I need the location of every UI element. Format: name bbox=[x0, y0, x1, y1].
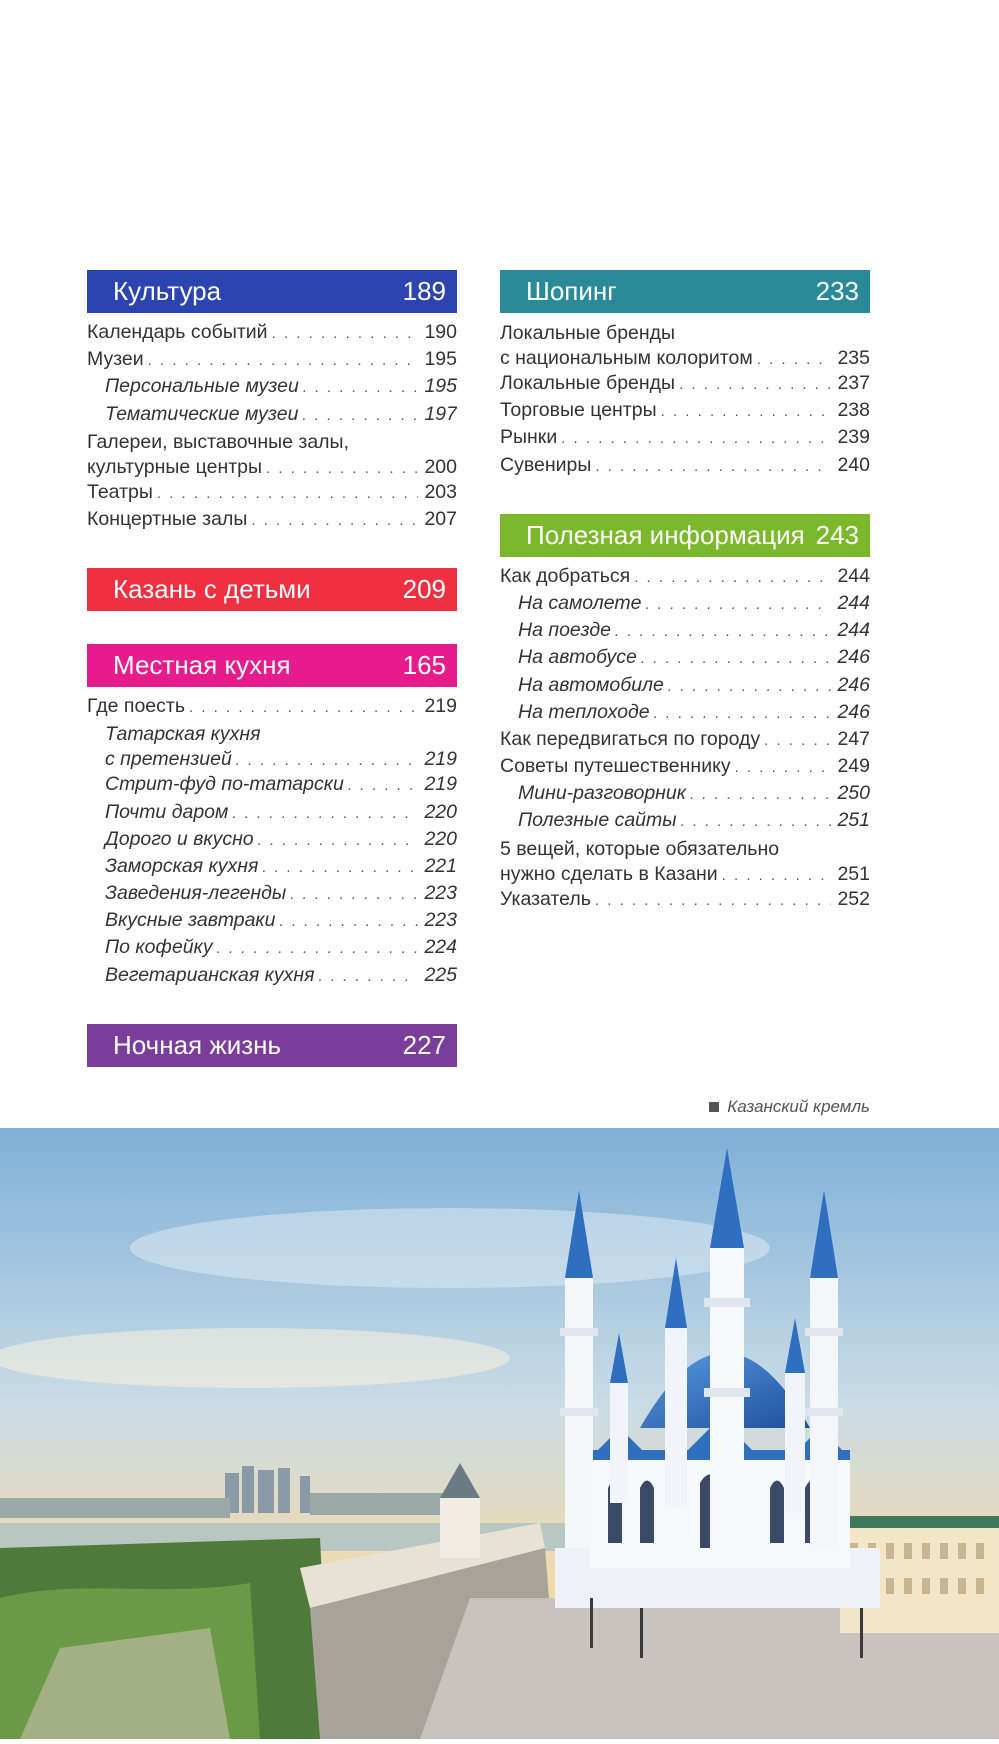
toc-subentry[interactable] bbox=[87, 882, 457, 909]
section-header[interactable] bbox=[87, 1024, 457, 1067]
toc-entry[interactable] bbox=[500, 728, 870, 755]
toc-subentry[interactable] bbox=[500, 619, 870, 646]
section-title: Шопинг bbox=[526, 276, 617, 306]
toc-section bbox=[87, 1024, 457, 1067]
entry-page: 221 bbox=[424, 854, 457, 877]
entry-page: 244 bbox=[837, 564, 870, 587]
entry-label: Полезные сайты bbox=[518, 809, 677, 832]
entry-page: 219 bbox=[424, 748, 457, 771]
entry-label: Персональные музеи bbox=[105, 375, 299, 398]
leader-dots bbox=[661, 403, 832, 420]
entry-page: 238 bbox=[837, 399, 870, 422]
leader-dots bbox=[595, 458, 831, 475]
section-page: 189 bbox=[402, 276, 446, 306]
section-page: 165 bbox=[402, 650, 446, 681]
leader-dots bbox=[634, 569, 831, 586]
toc-entries bbox=[87, 687, 457, 991]
kazan-kremlin-photo bbox=[0, 1128, 999, 1739]
entry-page: 195 bbox=[424, 375, 457, 398]
leader-dots bbox=[757, 347, 832, 372]
toc-entries bbox=[500, 313, 870, 481]
toc-entries bbox=[500, 557, 870, 915]
entry-label: Указатель bbox=[500, 887, 591, 910]
leader-dots bbox=[258, 832, 419, 849]
leader-dots bbox=[303, 379, 419, 396]
entry-label: На самолете bbox=[518, 591, 642, 614]
toc-subentry[interactable] bbox=[500, 809, 870, 836]
entry-label: Мини-разговорник bbox=[518, 782, 686, 805]
leader-dots bbox=[319, 968, 419, 985]
entry-label: Календарь событий bbox=[87, 321, 268, 343]
leader-dots bbox=[615, 623, 831, 640]
toc-subentry[interactable] bbox=[87, 909, 457, 936]
toc-entry[interactable] bbox=[500, 372, 870, 399]
toc-entry[interactable] bbox=[500, 399, 870, 426]
toc-entry[interactable] bbox=[500, 565, 870, 592]
entry-label: Заморская кухня bbox=[105, 854, 259, 877]
entry-label: Рынки bbox=[500, 426, 558, 449]
entry-page: 225 bbox=[424, 963, 457, 986]
leader-dots bbox=[654, 705, 832, 722]
entry-label: Советы путешественнику bbox=[500, 755, 731, 778]
toc-subentry[interactable] bbox=[500, 674, 870, 701]
entry-label: Музеи bbox=[87, 348, 144, 371]
section-header[interactable] bbox=[87, 568, 457, 611]
entry-page: 250 bbox=[837, 782, 870, 805]
entry-label: Где поесть bbox=[87, 695, 185, 718]
entry-page: 200 bbox=[424, 455, 457, 478]
toc-entry[interactable] bbox=[500, 426, 870, 453]
toc-subentry[interactable] bbox=[500, 701, 870, 728]
leader-dots bbox=[348, 777, 419, 794]
entry-page: 203 bbox=[424, 480, 457, 503]
entry-page: 219 bbox=[424, 695, 457, 718]
toc-entry[interactable] bbox=[87, 508, 457, 535]
toc-entries bbox=[87, 313, 457, 535]
entry-page: 195 bbox=[424, 348, 457, 371]
leader-dots bbox=[262, 859, 418, 876]
toc-column-right bbox=[500, 270, 870, 915]
leader-dots bbox=[679, 376, 831, 393]
leader-dots bbox=[279, 913, 418, 930]
section-page: 243 bbox=[815, 519, 859, 550]
entry-page: 235 bbox=[837, 347, 870, 369]
toc-subentry[interactable] bbox=[87, 964, 457, 991]
leader-dots bbox=[302, 407, 418, 424]
toc-subentry[interactable] bbox=[87, 936, 457, 963]
entry-page: 251 bbox=[837, 809, 870, 832]
toc-subentry[interactable] bbox=[500, 592, 870, 619]
toc-entry[interactable] bbox=[500, 888, 870, 915]
section-title: Местная кухня bbox=[113, 650, 291, 681]
toc-subentry[interactable] bbox=[500, 782, 870, 809]
section-page: 227 bbox=[402, 1029, 446, 1060]
entry-label: По кофейку bbox=[105, 936, 213, 959]
section-header[interactable] bbox=[500, 270, 870, 313]
leader-dots bbox=[681, 813, 832, 830]
entry-label: с претензией bbox=[105, 748, 232, 771]
toc-subentry[interactable] bbox=[87, 722, 457, 773]
entry-label: Почти даром bbox=[105, 800, 229, 823]
entry-label: На поезде bbox=[518, 619, 612, 642]
toc-entry[interactable] bbox=[500, 755, 870, 782]
leader-dots bbox=[290, 886, 418, 903]
leader-dots bbox=[272, 325, 419, 342]
toc-subentry[interactable] bbox=[87, 375, 457, 402]
entry-page: 244 bbox=[837, 591, 870, 614]
entry-page: 190 bbox=[424, 321, 457, 343]
leader-dots bbox=[668, 678, 832, 695]
leader-dots bbox=[189, 699, 418, 716]
toc-subentry[interactable] bbox=[87, 773, 457, 800]
entry-page: 251 bbox=[837, 862, 870, 885]
toc-section bbox=[500, 270, 870, 481]
entry-label-first-line: Галереи, выставочные залы, bbox=[87, 430, 349, 453]
entry-label-first-line: Татарская кухня bbox=[105, 723, 261, 746]
entry-page: 246 bbox=[837, 646, 870, 669]
entry-page: 246 bbox=[837, 700, 870, 723]
entry-label: На автомобиле bbox=[518, 673, 664, 696]
leader-dots bbox=[764, 732, 831, 749]
entry-page: 249 bbox=[837, 755, 870, 778]
toc-entry[interactable] bbox=[87, 695, 457, 722]
toc-column-left bbox=[87, 270, 457, 1067]
entry-label: На автобусе bbox=[518, 646, 637, 669]
leader-dots bbox=[251, 512, 418, 529]
leader-dots bbox=[148, 352, 419, 369]
entry-page: 220 bbox=[424, 800, 457, 823]
section-page: 233 bbox=[815, 276, 859, 306]
entry-line bbox=[87, 455, 457, 481]
entry-label: Торговые центры bbox=[500, 399, 657, 422]
toc-subentry[interactable] bbox=[87, 828, 457, 855]
entry-page: 247 bbox=[837, 727, 870, 750]
section-title: Ночная жизнь bbox=[113, 1029, 282, 1060]
entry-page: 220 bbox=[424, 827, 457, 850]
photo-caption bbox=[709, 1097, 870, 1117]
leader-dots bbox=[266, 456, 418, 481]
leader-dots bbox=[641, 650, 832, 667]
leader-dots bbox=[561, 430, 831, 447]
entry-page: 246 bbox=[837, 673, 870, 696]
toc-section bbox=[500, 514, 870, 915]
entry-label: нужно сделать в Казани bbox=[500, 862, 718, 885]
entry-label: Как добраться bbox=[500, 564, 631, 587]
leader-dots bbox=[236, 748, 419, 773]
toc-section bbox=[87, 568, 457, 611]
leader-dots bbox=[690, 786, 832, 803]
toc-entry[interactable] bbox=[500, 321, 870, 372]
entry-label: Дорого и вкусно bbox=[105, 827, 254, 850]
toc-entry[interactable] bbox=[87, 348, 457, 375]
leader-dots bbox=[595, 892, 832, 909]
entry-page: 252 bbox=[837, 887, 870, 910]
entry-label: Концертные залы bbox=[87, 507, 248, 530]
entry-page: 207 bbox=[424, 507, 457, 530]
entry-page: 237 bbox=[837, 372, 870, 394]
entry-label: Тематические музеи bbox=[105, 402, 299, 425]
entry-page: 223 bbox=[424, 882, 457, 905]
toc-subentry[interactable] bbox=[87, 403, 457, 430]
section-page: 209 bbox=[402, 574, 446, 605]
caption-square-icon bbox=[709, 1102, 719, 1112]
entry-label: Театры bbox=[87, 480, 153, 503]
entry-label: Вкусные завтраки bbox=[105, 909, 276, 932]
leader-dots bbox=[232, 805, 418, 822]
entry-label-first-line: 5 вещей, которые обязательно bbox=[500, 837, 780, 860]
toc-entry[interactable] bbox=[87, 481, 457, 508]
entry-label: с национальным колоритом bbox=[500, 347, 753, 369]
entry-label: Вегетарианская кухня bbox=[105, 963, 315, 986]
toc-entry[interactable] bbox=[87, 430, 457, 481]
entry-page: 219 bbox=[424, 773, 457, 796]
leader-dots bbox=[722, 863, 832, 888]
entry-page: 197 bbox=[424, 402, 457, 425]
toc-section bbox=[87, 270, 457, 535]
entry-page: 244 bbox=[837, 619, 870, 642]
mosque-illustration bbox=[0, 1128, 999, 1739]
toc-entry[interactable] bbox=[87, 321, 457, 348]
entry-label: Сувениры bbox=[500, 453, 592, 476]
toc-subentry[interactable] bbox=[500, 646, 870, 673]
section-title: Культура bbox=[113, 276, 222, 306]
leader-dots bbox=[157, 485, 419, 502]
entry-line bbox=[105, 747, 457, 773]
toc-subentry[interactable] bbox=[87, 855, 457, 882]
section-title: Казань с детьми bbox=[113, 574, 311, 605]
entry-page: 239 bbox=[837, 426, 870, 449]
toc-entry[interactable] bbox=[500, 837, 870, 888]
entry-label: Как передвигаться по городу bbox=[500, 727, 761, 750]
entry-label-first-line: Локальные бренды bbox=[500, 322, 676, 344]
entry-page: 223 bbox=[424, 909, 457, 932]
toc-entry[interactable] bbox=[500, 454, 870, 481]
entry-label: культурные центры bbox=[87, 455, 263, 478]
toc-section bbox=[87, 644, 457, 991]
caption-text: Казанский кремль bbox=[727, 1097, 870, 1116]
leader-dots bbox=[217, 940, 419, 957]
section-header[interactable] bbox=[87, 270, 457, 313]
entry-label: Стрит-фуд по-татарски bbox=[105, 773, 344, 796]
entry-label: Локальные бренды bbox=[500, 372, 676, 394]
leader-dots bbox=[735, 759, 832, 776]
entry-line bbox=[500, 862, 870, 888]
entry-label: Заведения-легенды bbox=[105, 882, 287, 905]
entry-line bbox=[500, 346, 870, 372]
leader-dots bbox=[645, 596, 831, 613]
section-header[interactable] bbox=[87, 644, 457, 687]
section-header[interactable] bbox=[500, 514, 870, 557]
entry-label: На теплоходе bbox=[518, 700, 650, 723]
entry-page: 240 bbox=[837, 453, 870, 476]
section-title: Полезная информация bbox=[526, 519, 805, 550]
entry-page: 224 bbox=[424, 936, 457, 959]
toc-subentry[interactable] bbox=[87, 801, 457, 828]
